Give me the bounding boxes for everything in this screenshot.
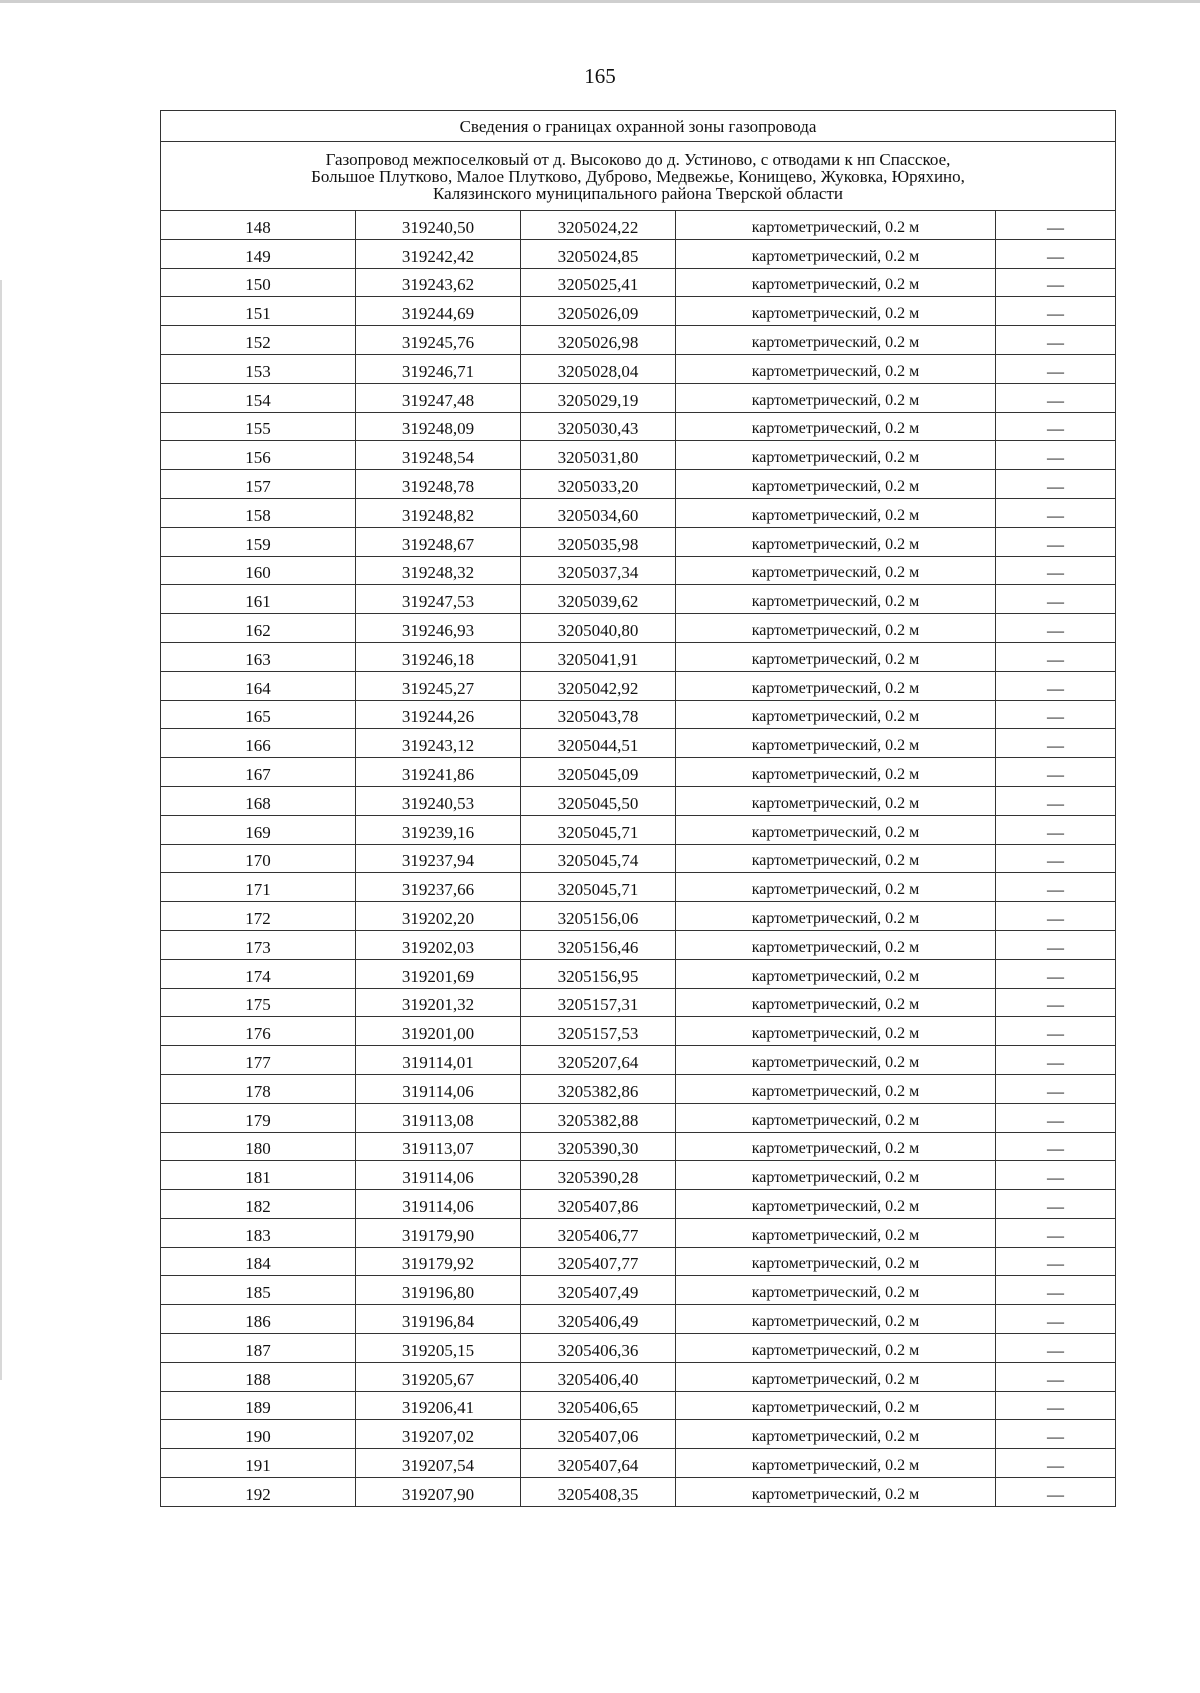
description-cell: — bbox=[996, 959, 1116, 988]
point-number-cell: 158 bbox=[161, 498, 356, 527]
coord-x-cell: 319246,93 bbox=[356, 614, 521, 643]
coord-y-cell: 3205026,98 bbox=[521, 326, 676, 355]
description-cell: — bbox=[996, 1046, 1116, 1075]
coord-x-cell: 319248,67 bbox=[356, 527, 521, 556]
description-cell: — bbox=[996, 988, 1116, 1017]
point-number-cell: 153 bbox=[161, 354, 356, 383]
coord-y-cell: 3205157,53 bbox=[521, 1017, 676, 1046]
method-cell: картометрический, 0.2 м bbox=[676, 1276, 996, 1305]
table-row bbox=[161, 902, 1116, 931]
table-row bbox=[161, 1190, 1116, 1219]
description-cell: — bbox=[996, 412, 1116, 441]
method-cell: картометрический, 0.2 м bbox=[676, 1449, 996, 1478]
table-row bbox=[161, 1334, 1116, 1363]
point-number-cell: 187 bbox=[161, 1334, 356, 1363]
table-row bbox=[161, 959, 1116, 988]
description-cell: — bbox=[996, 786, 1116, 815]
table-row bbox=[161, 441, 1116, 470]
point-number-cell: 185 bbox=[161, 1276, 356, 1305]
table-row bbox=[161, 1247, 1116, 1276]
coord-y-cell: 3205156,46 bbox=[521, 930, 676, 959]
point-number-cell: 184 bbox=[161, 1247, 356, 1276]
table-row bbox=[161, 1218, 1116, 1247]
method-cell: картометрический, 0.2 м bbox=[676, 1334, 996, 1363]
point-number-cell: 181 bbox=[161, 1161, 356, 1190]
coord-y-cell: 3205390,28 bbox=[521, 1161, 676, 1190]
coord-x-cell: 319113,08 bbox=[356, 1103, 521, 1132]
coord-x-cell: 319248,54 bbox=[356, 441, 521, 470]
coord-y-cell: 3205406,40 bbox=[521, 1362, 676, 1391]
point-number-cell: 165 bbox=[161, 700, 356, 729]
method-cell: картометрический, 0.2 м bbox=[676, 815, 996, 844]
subtitle-line: Большое Плутково, Малое Плутково, Дуброво, Медвежье, Конищево, Жуковка, Юряхино, bbox=[311, 166, 965, 186]
method-cell: картометрический, 0.2 м bbox=[676, 930, 996, 959]
description-cell: — bbox=[996, 441, 1116, 470]
coord-y-cell: 3205029,19 bbox=[521, 383, 676, 412]
point-number-cell: 163 bbox=[161, 642, 356, 671]
coord-x-cell: 319205,15 bbox=[356, 1334, 521, 1363]
coord-x-cell: 319114,06 bbox=[356, 1074, 521, 1103]
point-number-cell: 149 bbox=[161, 239, 356, 268]
description-cell: — bbox=[996, 700, 1116, 729]
table-row bbox=[161, 758, 1116, 787]
coord-x-cell: 319201,00 bbox=[356, 1017, 521, 1046]
method-cell: картометрический, 0.2 м bbox=[676, 671, 996, 700]
table-row bbox=[161, 988, 1116, 1017]
method-cell: картометрический, 0.2 м bbox=[676, 729, 996, 758]
table-row bbox=[161, 1017, 1116, 1046]
table-row bbox=[161, 786, 1116, 815]
coord-x-cell: 319240,53 bbox=[356, 786, 521, 815]
coord-x-cell: 319114,06 bbox=[356, 1190, 521, 1219]
coord-x-cell: 319201,32 bbox=[356, 988, 521, 1017]
table-subtitle bbox=[161, 142, 1116, 211]
coord-y-cell: 3205407,06 bbox=[521, 1420, 676, 1449]
coord-y-cell: 3205024,22 bbox=[521, 211, 676, 240]
coord-y-cell: 3205041,91 bbox=[521, 642, 676, 671]
table-row bbox=[161, 1132, 1116, 1161]
point-number-cell: 178 bbox=[161, 1074, 356, 1103]
coord-y-cell: 3205156,06 bbox=[521, 902, 676, 931]
coord-x-cell: 319246,71 bbox=[356, 354, 521, 383]
table-row bbox=[161, 239, 1116, 268]
table-row bbox=[161, 642, 1116, 671]
table-row bbox=[161, 585, 1116, 614]
point-number-cell: 174 bbox=[161, 959, 356, 988]
table-title: Сведения о границах охранной зоны газопровода bbox=[161, 111, 1116, 142]
point-number-cell: 180 bbox=[161, 1132, 356, 1161]
protection-zone-table bbox=[160, 110, 1116, 1507]
point-number-cell: 154 bbox=[161, 383, 356, 412]
table-row bbox=[161, 1305, 1116, 1334]
coord-y-cell: 3205406,65 bbox=[521, 1391, 676, 1420]
method-cell: картометрический, 0.2 м bbox=[676, 1478, 996, 1507]
description-cell: — bbox=[996, 1420, 1116, 1449]
method-cell: картометрический, 0.2 м bbox=[676, 441, 996, 470]
coord-x-cell: 319246,18 bbox=[356, 642, 521, 671]
point-number-cell: 148 bbox=[161, 211, 356, 240]
table-row bbox=[161, 470, 1116, 499]
coord-y-cell: 3205039,62 bbox=[521, 585, 676, 614]
method-cell: картометрический, 0.2 м bbox=[676, 1074, 996, 1103]
description-cell: — bbox=[996, 556, 1116, 585]
coord-y-cell: 3205040,80 bbox=[521, 614, 676, 643]
table-body bbox=[161, 111, 1116, 1507]
point-number-cell: 152 bbox=[161, 326, 356, 355]
coord-y-cell: 3205406,77 bbox=[521, 1218, 676, 1247]
coord-x-cell: 319237,94 bbox=[356, 844, 521, 873]
point-number-cell: 192 bbox=[161, 1478, 356, 1507]
description-cell: — bbox=[996, 239, 1116, 268]
description-cell: — bbox=[996, 844, 1116, 873]
table-row bbox=[161, 930, 1116, 959]
description-cell: — bbox=[996, 1362, 1116, 1391]
description-cell: — bbox=[996, 1132, 1116, 1161]
table-row bbox=[161, 1103, 1116, 1132]
coord-y-cell: 3205407,86 bbox=[521, 1190, 676, 1219]
description-cell: — bbox=[996, 1074, 1116, 1103]
method-cell: картометрический, 0.2 м bbox=[676, 1103, 996, 1132]
coord-y-cell: 3205026,09 bbox=[521, 297, 676, 326]
method-cell: картометрический, 0.2 м bbox=[676, 786, 996, 815]
table-row bbox=[161, 412, 1116, 441]
method-cell: картометрический, 0.2 м bbox=[676, 1132, 996, 1161]
description-cell: — bbox=[996, 930, 1116, 959]
description-cell: — bbox=[996, 642, 1116, 671]
coord-y-cell: 3205042,92 bbox=[521, 671, 676, 700]
table-row bbox=[161, 211, 1116, 240]
description-cell: — bbox=[996, 1103, 1116, 1132]
description-cell: — bbox=[996, 873, 1116, 902]
description-cell: — bbox=[996, 758, 1116, 787]
table-row bbox=[161, 1391, 1116, 1420]
method-cell: картометрический, 0.2 м bbox=[676, 642, 996, 671]
coord-x-cell: 319205,67 bbox=[356, 1362, 521, 1391]
point-number-cell: 162 bbox=[161, 614, 356, 643]
description-cell: — bbox=[996, 671, 1116, 700]
description-cell: — bbox=[996, 268, 1116, 297]
method-cell: картометрический, 0.2 м bbox=[676, 326, 996, 355]
table-row bbox=[161, 498, 1116, 527]
method-cell: картометрический, 0.2 м bbox=[676, 959, 996, 988]
description-cell: — bbox=[996, 1276, 1116, 1305]
coord-x-cell: 319114,01 bbox=[356, 1046, 521, 1075]
subtitle-line: Газопровод межпоселковый от д. Высоково до д. Устиново, с отводами к нп Спасское, bbox=[325, 149, 951, 169]
coord-y-cell: 3205030,43 bbox=[521, 412, 676, 441]
description-cell: — bbox=[996, 354, 1116, 383]
coord-x-cell: 319247,53 bbox=[356, 585, 521, 614]
description-cell: — bbox=[996, 1334, 1116, 1363]
coord-x-cell: 319113,07 bbox=[356, 1132, 521, 1161]
coord-y-cell: 3205407,77 bbox=[521, 1247, 676, 1276]
table-row bbox=[161, 1161, 1116, 1190]
point-number-cell: 189 bbox=[161, 1391, 356, 1420]
method-cell: картометрический, 0.2 м bbox=[676, 1161, 996, 1190]
description-cell: — bbox=[996, 1017, 1116, 1046]
coord-y-cell: 3205207,64 bbox=[521, 1046, 676, 1075]
table-row bbox=[161, 1046, 1116, 1075]
table-row bbox=[161, 671, 1116, 700]
method-cell: картометрический, 0.2 м bbox=[676, 1017, 996, 1046]
method-cell: картометрический, 0.2 м bbox=[676, 585, 996, 614]
coord-y-cell: 3205044,51 bbox=[521, 729, 676, 758]
method-cell: картометрический, 0.2 м bbox=[676, 988, 996, 1017]
coord-y-cell: 3205045,71 bbox=[521, 873, 676, 902]
point-number-cell: 179 bbox=[161, 1103, 356, 1132]
coord-y-cell: 3205028,04 bbox=[521, 354, 676, 383]
coord-y-cell: 3205382,86 bbox=[521, 1074, 676, 1103]
coord-y-cell: 3205045,50 bbox=[521, 786, 676, 815]
coord-x-cell: 319242,42 bbox=[356, 239, 521, 268]
point-number-cell: 170 bbox=[161, 844, 356, 873]
coord-y-cell: 3205035,98 bbox=[521, 527, 676, 556]
coord-x-cell: 319201,69 bbox=[356, 959, 521, 988]
description-cell: — bbox=[996, 383, 1116, 412]
table-row bbox=[161, 700, 1116, 729]
coord-y-cell: 3205407,49 bbox=[521, 1276, 676, 1305]
method-cell: картометрический, 0.2 м bbox=[676, 1305, 996, 1334]
coord-x-cell: 319248,78 bbox=[356, 470, 521, 499]
subtitle-line: Калязинского муниципального района Тверской области bbox=[432, 183, 843, 203]
table-row bbox=[161, 1276, 1116, 1305]
table-row bbox=[161, 844, 1116, 873]
method-cell: картометрический, 0.2 м bbox=[676, 268, 996, 297]
coord-y-cell: 3205406,49 bbox=[521, 1305, 676, 1334]
method-cell: картометрический, 0.2 м bbox=[676, 614, 996, 643]
coord-y-cell: 3205034,60 bbox=[521, 498, 676, 527]
coord-x-cell: 319207,54 bbox=[356, 1449, 521, 1478]
scan-left-edge bbox=[0, 280, 2, 1380]
description-cell: — bbox=[996, 614, 1116, 643]
coord-y-cell: 3205406,36 bbox=[521, 1334, 676, 1363]
coord-y-cell: 3205033,20 bbox=[521, 470, 676, 499]
coord-x-cell: 319237,66 bbox=[356, 873, 521, 902]
table-row bbox=[161, 1362, 1116, 1391]
method-cell: картометрический, 0.2 м bbox=[676, 758, 996, 787]
table-row bbox=[161, 873, 1116, 902]
coord-x-cell: 319248,82 bbox=[356, 498, 521, 527]
description-cell: — bbox=[996, 1247, 1116, 1276]
table-row bbox=[161, 1478, 1116, 1507]
description-cell: — bbox=[996, 527, 1116, 556]
table-row bbox=[161, 354, 1116, 383]
point-number-cell: 182 bbox=[161, 1190, 356, 1219]
method-cell: картометрический, 0.2 м bbox=[676, 700, 996, 729]
description-cell: — bbox=[996, 1218, 1116, 1247]
point-number-cell: 155 bbox=[161, 412, 356, 441]
method-cell: картометрический, 0.2 м bbox=[676, 1046, 996, 1075]
description-cell: — bbox=[996, 297, 1116, 326]
table-subtitle-row bbox=[161, 142, 1116, 211]
point-number-cell: 168 bbox=[161, 786, 356, 815]
coord-x-cell: 319247,48 bbox=[356, 383, 521, 412]
point-number-cell: 157 bbox=[161, 470, 356, 499]
table-row bbox=[161, 815, 1116, 844]
description-cell: — bbox=[996, 1190, 1116, 1219]
coord-y-cell: 3205043,78 bbox=[521, 700, 676, 729]
table-row bbox=[161, 1449, 1116, 1478]
coord-y-cell: 3205045,74 bbox=[521, 844, 676, 873]
description-cell: — bbox=[996, 815, 1116, 844]
method-cell: картометрический, 0.2 м bbox=[676, 1218, 996, 1247]
description-cell: — bbox=[996, 211, 1116, 240]
method-cell: картометрический, 0.2 м bbox=[676, 297, 996, 326]
description-cell: — bbox=[996, 902, 1116, 931]
method-cell: картометрический, 0.2 м bbox=[676, 354, 996, 383]
point-number-cell: 156 bbox=[161, 441, 356, 470]
point-number-cell: 169 bbox=[161, 815, 356, 844]
coord-x-cell: 319244,26 bbox=[356, 700, 521, 729]
method-cell: картометрический, 0.2 м bbox=[676, 1391, 996, 1420]
table-row bbox=[161, 1420, 1116, 1449]
coord-x-cell: 319202,03 bbox=[356, 930, 521, 959]
coord-x-cell: 319207,02 bbox=[356, 1420, 521, 1449]
coord-x-cell: 319207,90 bbox=[356, 1478, 521, 1507]
coord-x-cell: 319114,06 bbox=[356, 1161, 521, 1190]
coord-y-cell: 3205382,88 bbox=[521, 1103, 676, 1132]
description-cell: — bbox=[996, 1478, 1116, 1507]
point-number-cell: 160 bbox=[161, 556, 356, 585]
coord-x-cell: 319196,80 bbox=[356, 1276, 521, 1305]
coord-x-cell: 319241,86 bbox=[356, 758, 521, 787]
method-cell: картометрический, 0.2 м bbox=[676, 902, 996, 931]
point-number-cell: 173 bbox=[161, 930, 356, 959]
method-cell: картометрический, 0.2 м bbox=[676, 844, 996, 873]
coord-y-cell: 3205045,71 bbox=[521, 815, 676, 844]
point-number-cell: 186 bbox=[161, 1305, 356, 1334]
table-row bbox=[161, 268, 1116, 297]
table-row bbox=[161, 556, 1116, 585]
coord-y-cell: 3205156,95 bbox=[521, 959, 676, 988]
description-cell: — bbox=[996, 1161, 1116, 1190]
method-cell: картометрический, 0.2 м bbox=[676, 1190, 996, 1219]
description-cell: — bbox=[996, 729, 1116, 758]
coord-y-cell: 3205024,85 bbox=[521, 239, 676, 268]
description-cell: — bbox=[996, 585, 1116, 614]
coord-x-cell: 319196,84 bbox=[356, 1305, 521, 1334]
coord-x-cell: 319248,09 bbox=[356, 412, 521, 441]
table-row bbox=[161, 1074, 1116, 1103]
coord-x-cell: 319245,76 bbox=[356, 326, 521, 355]
coord-y-cell: 3205031,80 bbox=[521, 441, 676, 470]
table-title-row bbox=[161, 111, 1116, 142]
coord-x-cell: 319202,20 bbox=[356, 902, 521, 931]
description-cell: — bbox=[996, 498, 1116, 527]
method-cell: картометрический, 0.2 м bbox=[676, 527, 996, 556]
scan-top-edge bbox=[0, 0, 1200, 3]
point-number-cell: 171 bbox=[161, 873, 356, 902]
point-number-cell: 176 bbox=[161, 1017, 356, 1046]
coord-x-cell: 319243,62 bbox=[356, 268, 521, 297]
coord-y-cell: 3205390,30 bbox=[521, 1132, 676, 1161]
point-number-cell: 166 bbox=[161, 729, 356, 758]
point-number-cell: 191 bbox=[161, 1449, 356, 1478]
method-cell: картометрический, 0.2 м bbox=[676, 239, 996, 268]
table-row bbox=[161, 527, 1116, 556]
table-row bbox=[161, 729, 1116, 758]
table-row bbox=[161, 614, 1116, 643]
table-row bbox=[161, 326, 1116, 355]
method-cell: картометрический, 0.2 м bbox=[676, 383, 996, 412]
coord-x-cell: 319244,69 bbox=[356, 297, 521, 326]
method-cell: картометрический, 0.2 м bbox=[676, 412, 996, 441]
method-cell: картометрический, 0.2 м bbox=[676, 1362, 996, 1391]
description-cell: — bbox=[996, 1305, 1116, 1334]
point-number-cell: 183 bbox=[161, 1218, 356, 1247]
coord-x-cell: 319206,41 bbox=[356, 1391, 521, 1420]
coord-x-cell: 319179,92 bbox=[356, 1247, 521, 1276]
description-cell: — bbox=[996, 326, 1116, 355]
point-number-cell: 159 bbox=[161, 527, 356, 556]
method-cell: картометрический, 0.2 м bbox=[676, 556, 996, 585]
method-cell: картометрический, 0.2 м bbox=[676, 211, 996, 240]
description-cell: — bbox=[996, 1391, 1116, 1420]
method-cell: картометрический, 0.2 м bbox=[676, 1420, 996, 1449]
description-cell: — bbox=[996, 1449, 1116, 1478]
point-number-cell: 150 bbox=[161, 268, 356, 297]
coord-x-cell: 319240,50 bbox=[356, 211, 521, 240]
method-cell: картометрический, 0.2 м bbox=[676, 498, 996, 527]
point-number-cell: 188 bbox=[161, 1362, 356, 1391]
method-cell: картометрический, 0.2 м bbox=[676, 873, 996, 902]
point-number-cell: 164 bbox=[161, 671, 356, 700]
method-cell: картометрический, 0.2 м bbox=[676, 470, 996, 499]
method-cell: картометрический, 0.2 м bbox=[676, 1247, 996, 1276]
table-row bbox=[161, 383, 1116, 412]
point-number-cell: 167 bbox=[161, 758, 356, 787]
coord-x-cell: 319239,16 bbox=[356, 815, 521, 844]
coord-y-cell: 3205025,41 bbox=[521, 268, 676, 297]
coord-y-cell: 3205407,64 bbox=[521, 1449, 676, 1478]
coord-x-cell: 319248,32 bbox=[356, 556, 521, 585]
coord-y-cell: 3205408,35 bbox=[521, 1478, 676, 1507]
point-number-cell: 177 bbox=[161, 1046, 356, 1075]
page-number: 165 bbox=[584, 64, 616, 88]
table-row bbox=[161, 297, 1116, 326]
coord-y-cell: 3205045,09 bbox=[521, 758, 676, 787]
point-number-cell: 172 bbox=[161, 902, 356, 931]
coord-x-cell: 319243,12 bbox=[356, 729, 521, 758]
coord-y-cell: 3205037,34 bbox=[521, 556, 676, 585]
description-cell: — bbox=[996, 470, 1116, 499]
point-number-cell: 175 bbox=[161, 988, 356, 1017]
coord-y-cell: 3205157,31 bbox=[521, 988, 676, 1017]
point-number-cell: 161 bbox=[161, 585, 356, 614]
coord-x-cell: 319245,27 bbox=[356, 671, 521, 700]
point-number-cell: 190 bbox=[161, 1420, 356, 1449]
point-number-cell: 151 bbox=[161, 297, 356, 326]
coord-x-cell: 319179,90 bbox=[356, 1218, 521, 1247]
